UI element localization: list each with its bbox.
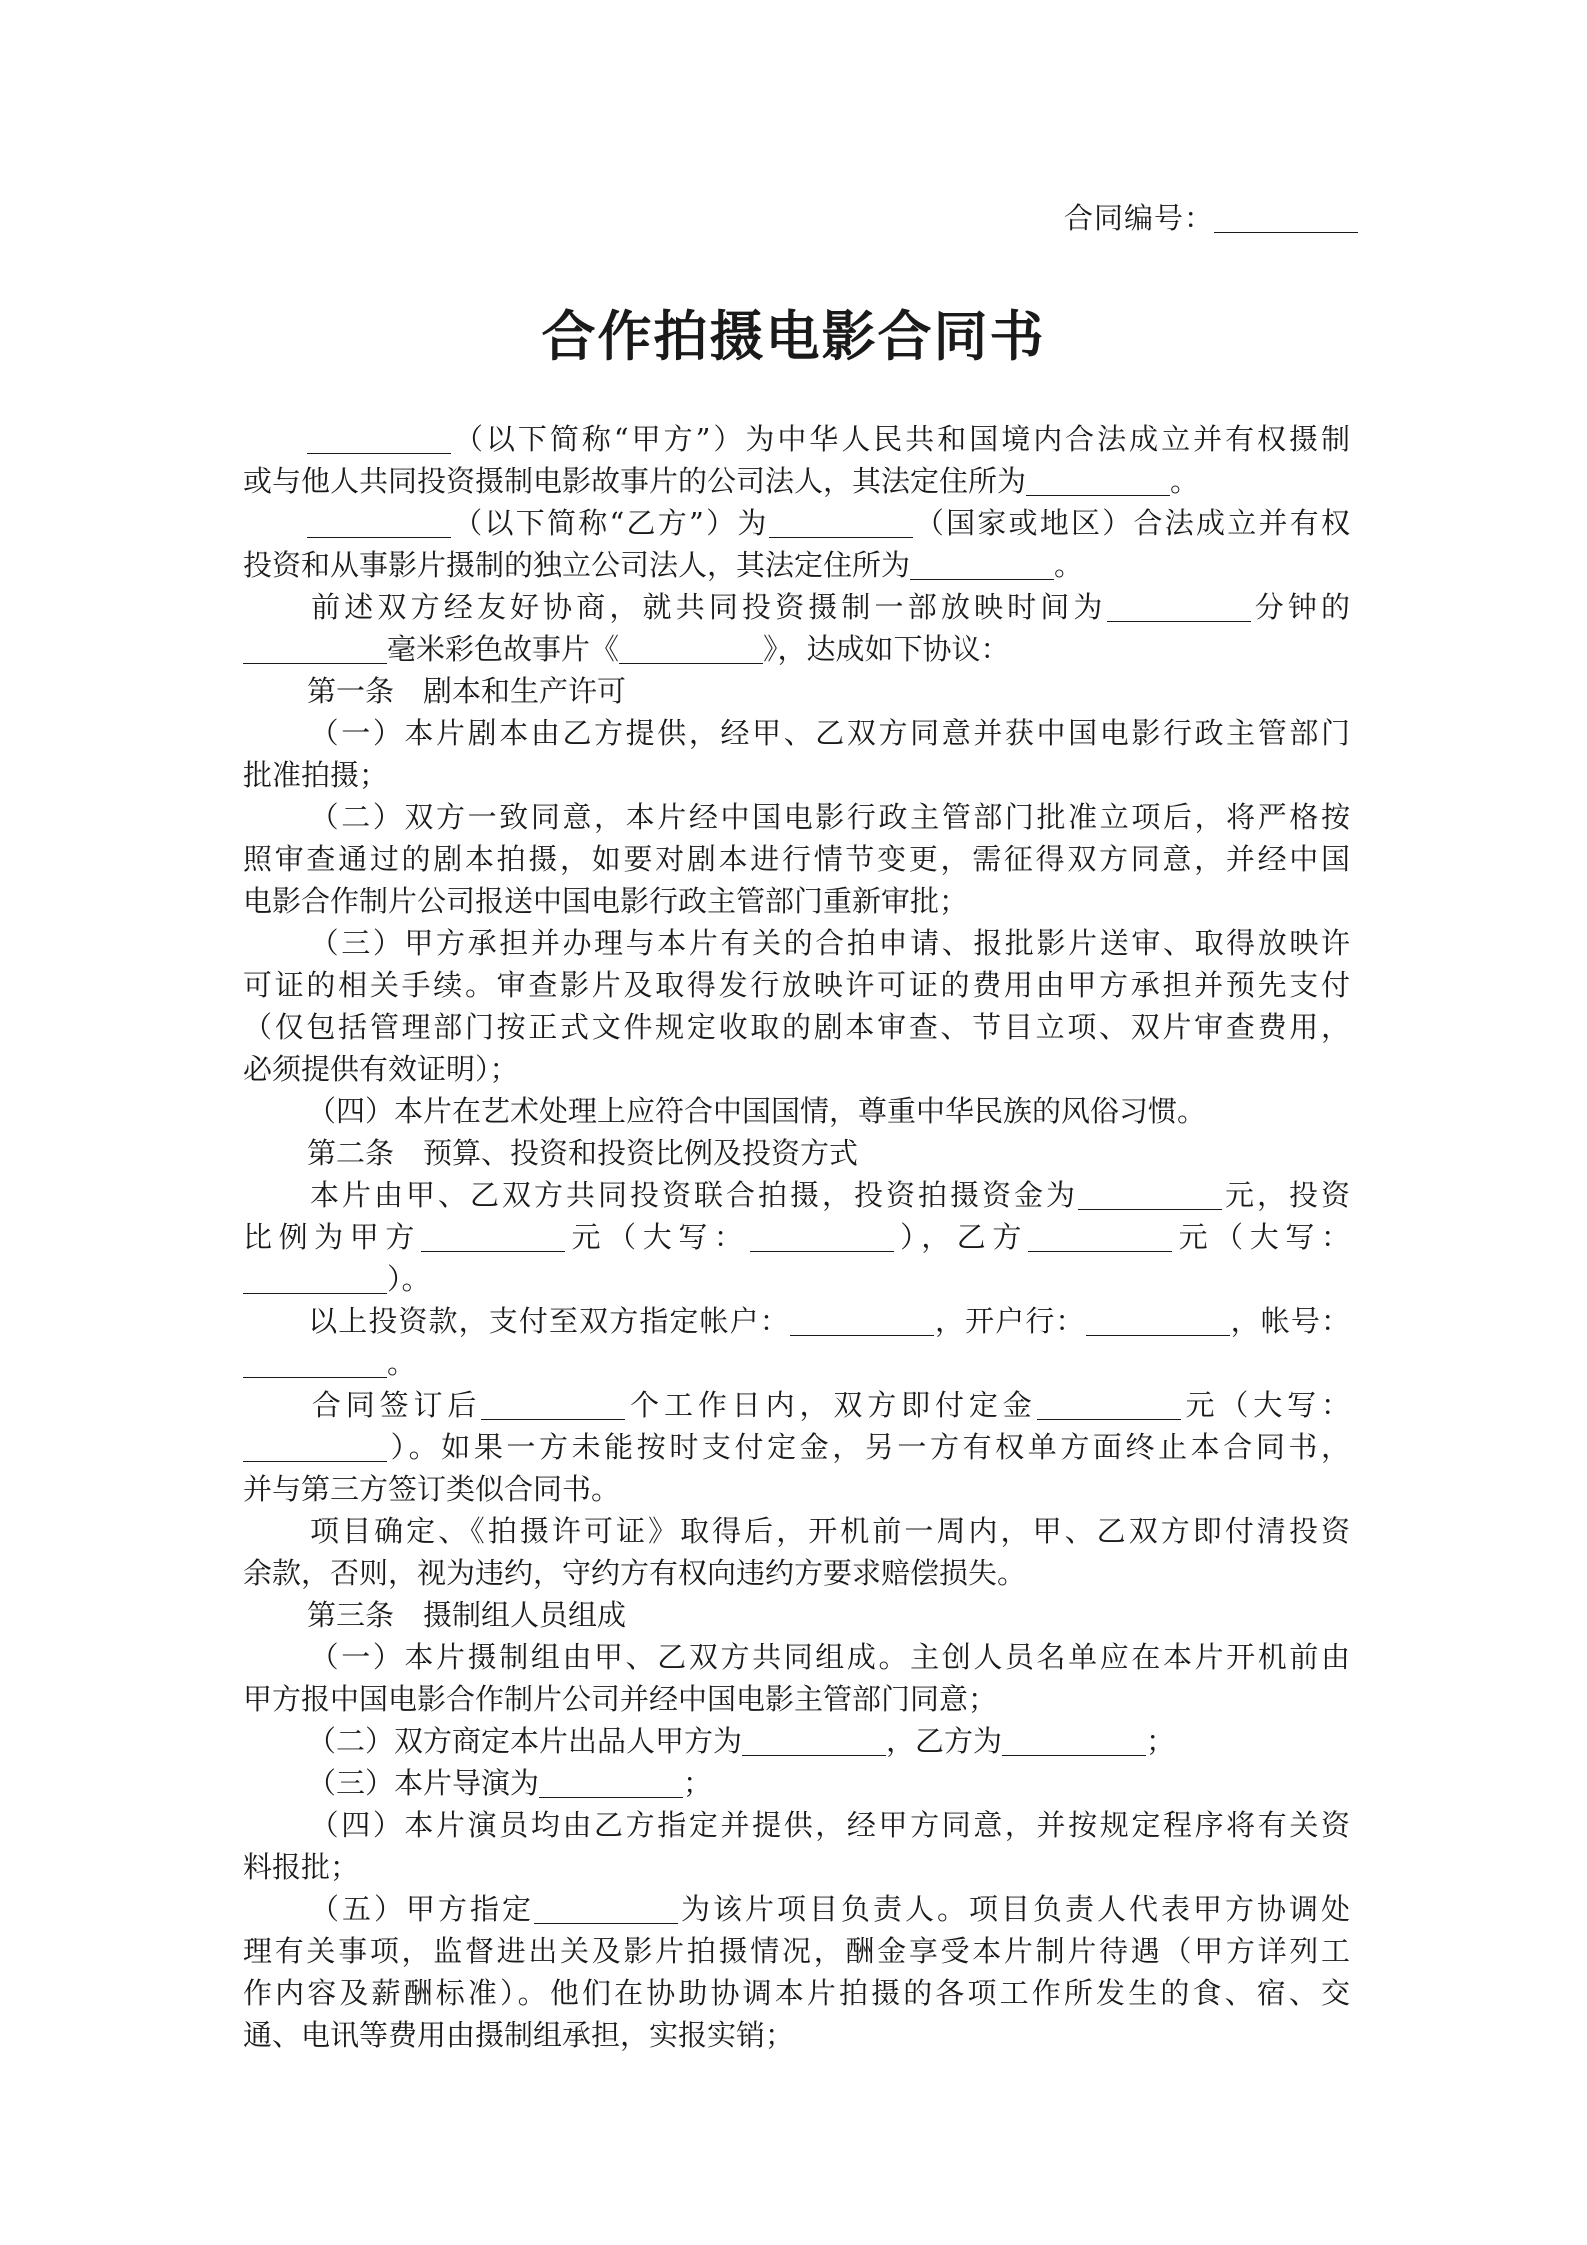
- paragraph-text: 第三条 摄制组人员组成: [307, 1598, 627, 1632]
- document-title: 合作拍摄电影合同书: [541, 304, 1046, 368]
- contract-number-label: 合同编号：: [1063, 201, 1214, 235]
- paragraph-text: 料报批；: [243, 1850, 360, 1884]
- fill-in-blank: [481, 1389, 625, 1420]
- paragraph-text: （三）本片导演为: [307, 1766, 540, 1800]
- paragraph-line: [243, 754, 1350, 796]
- paragraph-text: 个工作日内，双方即付定金: [625, 1388, 1037, 1422]
- fill-in-blank: [243, 1263, 387, 1294]
- paragraph-text: （三）甲方承担并办理与本片有关的合拍申请、报批影片送审、取得放映许: [307, 926, 1350, 960]
- paragraph-line: [243, 544, 1350, 586]
- contract-paragraph: [243, 712, 1350, 796]
- contract-paragraph: [243, 1090, 1350, 1132]
- paragraph-text: ）。: [387, 1262, 431, 1296]
- paragraph-text: ；: [1146, 1724, 1176, 1758]
- paragraph-text: 。: [1054, 548, 1084, 582]
- paragraph-line: [243, 460, 1350, 502]
- paragraph-line: [243, 1510, 1350, 1552]
- contract-paragraph: [243, 922, 1350, 1090]
- paragraph-text: 必须提供有效证明）；: [243, 1052, 519, 1086]
- paragraph-text: ，乙方为: [886, 1724, 1003, 1758]
- paragraph-text: 。: [1170, 464, 1200, 498]
- paragraph-line: [243, 880, 1350, 922]
- paragraph-text: 以上投资款，支付至双方指定帐户：: [307, 1304, 790, 1338]
- paragraph-text: 合同签订后: [307, 1388, 482, 1422]
- fill-in-blank: [421, 1221, 565, 1252]
- paragraph-line: [243, 2014, 1350, 2056]
- fill-in-blank: [307, 507, 451, 538]
- paragraph-text: 分钟的: [1250, 590, 1350, 624]
- paragraph-text: （仅包括管理部门按正式文件规定收取的剧本审查、节目立项、双片审查费用，: [243, 1010, 1350, 1044]
- contract-number: [1064, 196, 1358, 237]
- contract-paragraph: [243, 586, 1350, 670]
- paragraph-text: （二）双方一致同意，本片经中国电影行政主管部门批准立项后，将严格按: [307, 800, 1350, 834]
- paragraph-line: [243, 796, 1350, 838]
- paragraph-line: [243, 418, 1350, 460]
- paragraph-line: [243, 1930, 1350, 1972]
- fill-in-blank: [1026, 465, 1170, 496]
- paragraph-text: 元（大写：: [564, 1220, 750, 1254]
- paragraph-text: （以下简称“乙方”）为: [451, 506, 769, 540]
- contract-paragraph: [243, 1132, 1350, 1174]
- paragraph-text: ，开户行：: [933, 1304, 1086, 1338]
- paragraph-text: 通、电讯等费用由摄制组承担，实报实销；: [243, 2018, 795, 2052]
- paragraph-text: 本片由甲、乙双方共同投资联合拍摄，投资拍摄资金为: [307, 1178, 1078, 1212]
- fill-in-blank: [1002, 1725, 1146, 1756]
- paragraph-text: ，帐号：: [1229, 1304, 1350, 1338]
- fill-in-blank: [1078, 1179, 1222, 1210]
- paragraph-line: [243, 586, 1350, 628]
- paragraph-line: [243, 1468, 1350, 1510]
- paragraph-text: 电影合作制片公司报送中国电影行政主管部门重新审批；: [243, 884, 969, 918]
- fill-in-blank: [750, 1221, 894, 1252]
- fill-in-blank: [1028, 1221, 1172, 1252]
- paragraph-line: [243, 1048, 1350, 1090]
- contract-paragraph: [243, 1300, 1350, 1384]
- paragraph-line: [243, 964, 1350, 1006]
- paragraph-text: ），乙方: [893, 1220, 1028, 1254]
- contract-body: [243, 418, 1350, 2056]
- paragraph-text: 比例为甲方: [243, 1220, 421, 1254]
- fill-in-blank: [307, 423, 451, 454]
- paragraph-text: （二）双方商定本片出品人甲方为: [307, 1724, 743, 1758]
- paragraph-text: 为该片项目负责人。项目负责人代表甲方协调处: [678, 1892, 1350, 1926]
- fill-in-blank: [769, 507, 913, 538]
- contract-paragraph: [243, 1510, 1350, 1594]
- fill-in-blank: [1107, 591, 1251, 622]
- paragraph-text: 第二条 预算、投资和投资比例及投资方式: [307, 1136, 859, 1170]
- paragraph-text: 》，达成如下协议：: [763, 632, 1010, 666]
- fill-in-blank: [243, 1347, 387, 1378]
- paragraph-line: [243, 1006, 1350, 1048]
- fill-in-blank: [539, 1767, 683, 1798]
- fill-in-blank: [790, 1305, 934, 1336]
- paragraph-line: [243, 670, 1350, 712]
- contract-paragraph: [243, 1762, 1350, 1804]
- paragraph-text: （四）本片在艺术处理上应符合中国国情，尊重中华民族的风俗习惯。: [307, 1094, 1207, 1128]
- paragraph-text: 毫米彩色故事片《: [387, 632, 620, 666]
- paragraph-line: [243, 502, 1350, 544]
- paragraph-line: [243, 922, 1350, 964]
- contract-paragraph: [243, 1720, 1350, 1762]
- fill-in-blank: [243, 1431, 387, 1462]
- contract-paragraph: [243, 502, 1350, 586]
- paragraph-text: 。: [387, 1346, 417, 1380]
- paragraph-line: [243, 1552, 1350, 1594]
- contract-number-blank: [1214, 202, 1358, 233]
- paragraph-text: 作内容及薪酬标准）。他们在协助协调本片拍摄的各项工作所发生的食、宿、交: [243, 1976, 1350, 2010]
- paragraph-text: 投资和从事影片摄制的独立公司法人，其法定住所为: [243, 548, 911, 582]
- paragraph-line: [243, 1846, 1350, 1888]
- paragraph-text: 第一条 剧本和生产许可: [307, 674, 627, 708]
- paragraph-line: [243, 1342, 1350, 1384]
- paragraph-text: 元（大写：: [1172, 1220, 1350, 1254]
- paragraph-text: （一）本片剧本由乙方提供，经甲、乙双方同意并获中国电影行政主管部门: [307, 716, 1350, 750]
- paragraph-line: [243, 628, 1350, 670]
- paragraph-text: （以下简称“甲方”）为中华人民共和国境内合法成立并有权摄制: [451, 422, 1350, 456]
- paragraph-line: [243, 1174, 1350, 1216]
- paragraph-line: [243, 1384, 1350, 1426]
- paragraph-line: [243, 1720, 1350, 1762]
- paragraph-line: [243, 838, 1350, 880]
- paragraph-text: 批准拍摄；: [243, 758, 389, 792]
- paragraph-text: 并与第三方签订类似合同书。: [243, 1472, 621, 1506]
- paragraph-text: 元，投资: [1221, 1178, 1350, 1212]
- contract-paragraph: [243, 796, 1350, 922]
- paragraph-line: [243, 1972, 1350, 2014]
- paragraph-text: 元（大写：: [1180, 1388, 1350, 1422]
- paragraph-text: （国家或地区）合法成立并有权: [912, 506, 1350, 540]
- paragraph-text: ）。如果一方未能按时支付定金，另一方有权单方面终止本合同书，: [387, 1430, 1350, 1464]
- paragraph-line: [243, 1804, 1350, 1846]
- paragraph-line: [243, 712, 1350, 754]
- paragraph-text: 余款，否则，视为违约，守约方有权向违约方要求赔偿损失。: [243, 1556, 1027, 1590]
- contract-paragraph: [243, 1384, 1350, 1510]
- paragraph-line: [243, 1300, 1350, 1342]
- paragraph-line: [243, 1426, 1350, 1468]
- paragraph-text: 理有关事项，监督进出关及影片拍摄情况，酬金享受本片制片待遇（甲方详列工: [243, 1934, 1350, 1968]
- fill-in-blank: [243, 633, 387, 664]
- paragraph-text: 甲方报中国电影合作制片公司并经中国电影主管部门同意；: [243, 1682, 998, 1716]
- paragraph-text: 可证的相关手续。审查影片及取得发行放映许可证的费用由甲方承担并预先支付: [243, 968, 1350, 1002]
- paragraph-text: （四）本片演员均由乙方指定并提供，经甲方同意，并按规定程序将有关资: [307, 1808, 1350, 1842]
- fill-in-blank: [534, 1893, 678, 1924]
- paragraph-text: （一）本片摄制组由甲、乙双方共同组成。主创人员名单应在本片开机前由: [307, 1640, 1350, 1674]
- paragraph-line: [243, 1636, 1350, 1678]
- fill-in-blank: [910, 549, 1054, 580]
- paragraph-line: [243, 1216, 1350, 1258]
- contract-paragraph: [243, 1804, 1350, 1888]
- contract-paragraph: [243, 418, 1350, 502]
- paragraph-line: [243, 1132, 1350, 1174]
- paragraph-text: 照审查通过的剧本拍摄，如要对剧本进行情节变更，需征得双方同意，并经中国: [243, 842, 1350, 876]
- paragraph-line: [243, 1090, 1350, 1132]
- paragraph-text: 项目确定、《拍摄许可证》取得后，开机前一周内，甲、乙双方即付清投资: [307, 1514, 1350, 1548]
- paragraph-line: [243, 1594, 1350, 1636]
- contract-paragraph: [243, 1594, 1350, 1636]
- paragraph-line: [243, 1678, 1350, 1720]
- fill-in-blank: [1037, 1389, 1181, 1420]
- paragraph-text: 或与他人共同投资摄制电影故事片的公司法人，其法定住所为: [243, 464, 1027, 498]
- paragraph-text: ；: [683, 1766, 713, 1800]
- contract-paragraph: [243, 1636, 1350, 1720]
- paragraph-line: [243, 1258, 1350, 1300]
- contract-paragraph: [243, 670, 1350, 712]
- fill-in-blank: [742, 1725, 886, 1756]
- fill-in-blank: [1086, 1305, 1230, 1336]
- contract-paragraph: [243, 1174, 1350, 1300]
- paragraph-text: （五）甲方指定: [307, 1892, 534, 1926]
- fill-in-blank: [619, 633, 763, 664]
- paragraph-text: 前述双方经友好协商，就共同投资摄制一部放映时间为: [307, 590, 1107, 624]
- contract-paragraph: [243, 1888, 1350, 2056]
- paragraph-line: [243, 1762, 1350, 1804]
- paragraph-line: [243, 1888, 1350, 1930]
